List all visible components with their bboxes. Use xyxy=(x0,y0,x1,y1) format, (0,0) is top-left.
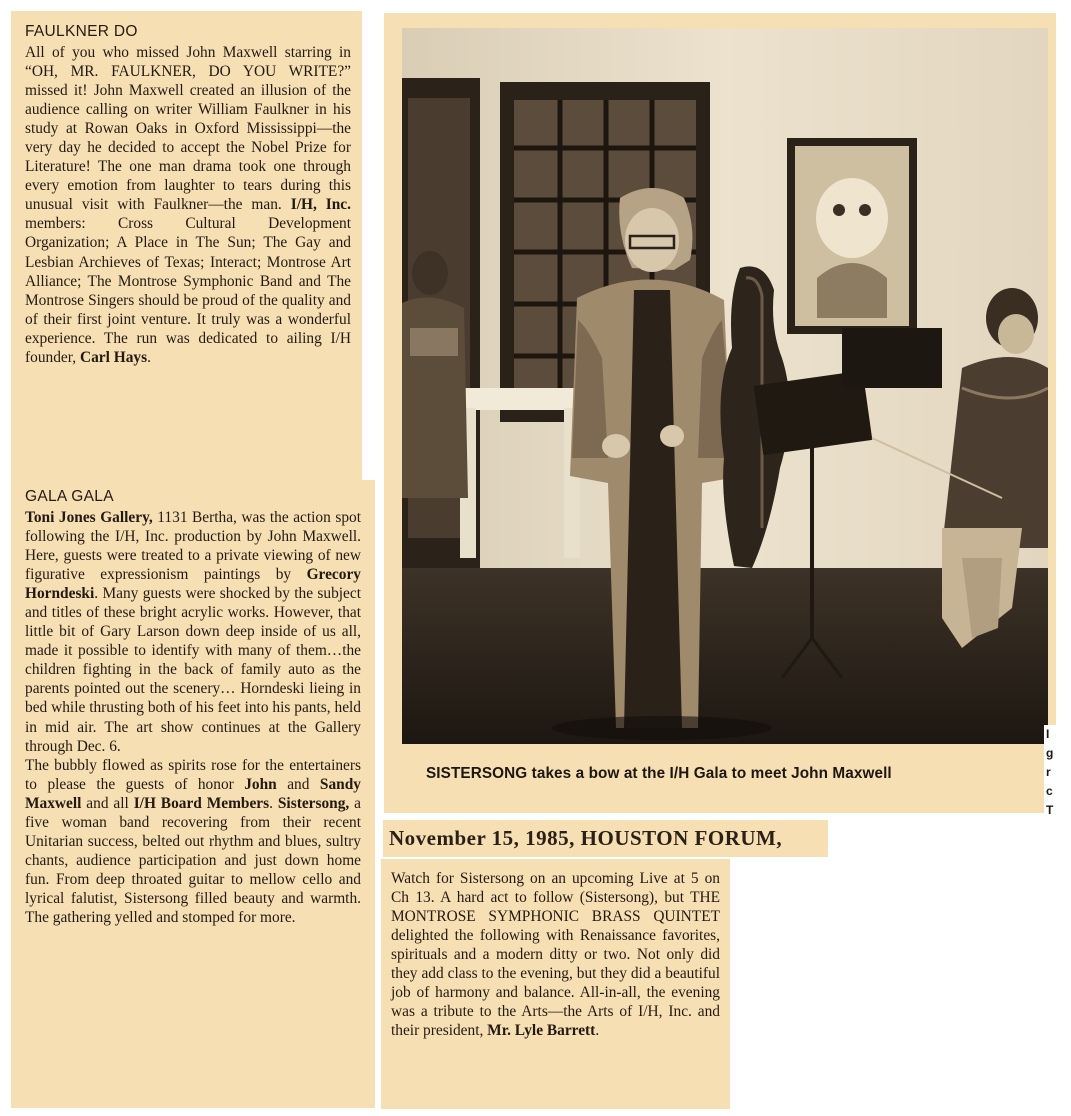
watch-text-2: . xyxy=(595,1022,600,1040)
faulkner-text-1: All of you who missed John Maxwell starring in “OH, MR. FAULKNER, DO YOU WRITE?” missed it! John Maxwell created an illusion of the audience calling on writer William Faulkner in his study at Rowan Oaks in Oxford Mississippi—the very day he decided to accept the Nobel Prize for Literature! The one man drama took one through every emotion from laughter to tears during this unusual visit with Faulkner—the man. xyxy=(25,44,351,214)
gala-article xyxy=(11,480,375,1108)
gala-text-4: and xyxy=(276,775,320,793)
faulkner-article xyxy=(11,11,362,481)
watch-body xyxy=(391,869,720,1040)
faulkner-text-2: members: Cross Cultural Development Organization; A Place in The Sun; The Gay and Lesbian Archieves of Texas; Interact; Montrose Art Alliance; The Montrose Symphonic Band and The Montrose Singers should be proud of the quality and of their first joint venture. It truly was a wonderful experience. The run was dedicated to ailing I/H founder, xyxy=(25,215,351,366)
gala-bold-board-members: I/H Board Members xyxy=(133,794,270,812)
sistersong-photo xyxy=(402,28,1048,744)
gala-text-6: . xyxy=(269,794,278,812)
dateline-strip xyxy=(383,820,828,857)
photo-edge-letters xyxy=(1044,725,1056,820)
faulkner-bold-carl-hays: Carl Hays xyxy=(79,348,148,366)
faulkner-heading: FAULKNER DO xyxy=(25,23,138,40)
faulkner-body xyxy=(25,43,351,367)
edge-letter-2: g xyxy=(1046,746,1054,760)
gala-paragraph-2 xyxy=(25,756,361,927)
gala-bold-sandy-maxwell: Sandy Maxwell xyxy=(25,775,361,812)
edge-letter-4: c xyxy=(1046,784,1053,798)
watch-article xyxy=(381,859,730,1109)
gala-bold-sistersong: Sistersong, xyxy=(277,794,350,812)
dateline: November 15, 1985, HOUSTON FORUM, xyxy=(389,826,783,850)
gala-text-3: The bubbly flowed as spirits rose for the entertainers to please the guests of honor xyxy=(25,756,361,793)
edge-letter-1: I xyxy=(1046,727,1050,741)
gala-text-5: and all xyxy=(81,794,134,812)
edge-letter-5: T xyxy=(1046,803,1054,817)
gala-bold-horndeski: Grecory Horndeski xyxy=(25,566,361,603)
photo-caption: SISTERSONG takes a bow at the I/H Gala to meet John Maxwell xyxy=(426,765,892,782)
edge-letter-3: r xyxy=(1046,765,1051,779)
gala-paragraph-1 xyxy=(25,508,361,756)
gala-text-7: a five woman band recovering from their recent Unitarian success, belted out rhythm and blues, sultry chants, audience participation and just down home fun. From deep throated guitar to mellow cello and lyrical falutist, Sistersong filled beauty and warmth. The gathering yelled and stomped for more. xyxy=(25,794,361,926)
watch-bold-lyle-barrett: Mr. Lyle Barrett xyxy=(487,1022,596,1040)
photo-clipping xyxy=(384,13,1056,817)
gala-heading: GALA GALA xyxy=(25,488,114,505)
gala-bold-john: John xyxy=(244,775,277,793)
gala-bold-gallery: Toni Jones Gallery, xyxy=(25,509,153,526)
gala-text-2: . Many guests were shocked by the subject and titles of these bright acrylic works. However, that little bit of Gary Larson down deep inside of us all, made it possible to identify with many of them…the children fighting in the back of family auto as the parents pointed out the scenery… Horndeski lieing in bed while thrusting both of his feet into his pants, held in mid air. The art show continues at the Gallery through Dec. 6. xyxy=(25,585,361,755)
faulkner-bold-ih: I/H, Inc. xyxy=(290,196,351,214)
faulkner-text-3: . xyxy=(147,348,151,366)
watch-text-1: Watch for Sistersong on an upcoming Live at 5 on Ch 13. A hard act to follow (Sistersong), but THE MONTROSE SYMPHONIC BRASS QUINTET delighted the following with Renaissance favorites, spirituals and a modern ditty or two. Not only did they add class to the evening, but they did a beautiful job of harmony and balance. All-in-all, the evening was a tribute to the Arts—the Arts of I/H, Inc. and their president, xyxy=(391,870,720,1040)
gala-text-1: 1131 Bertha, was the action spot following the I/H, Inc. production by John Maxwell. Here, guests were treated to a private viewing of new figurative expressionism paintings by xyxy=(25,509,361,584)
